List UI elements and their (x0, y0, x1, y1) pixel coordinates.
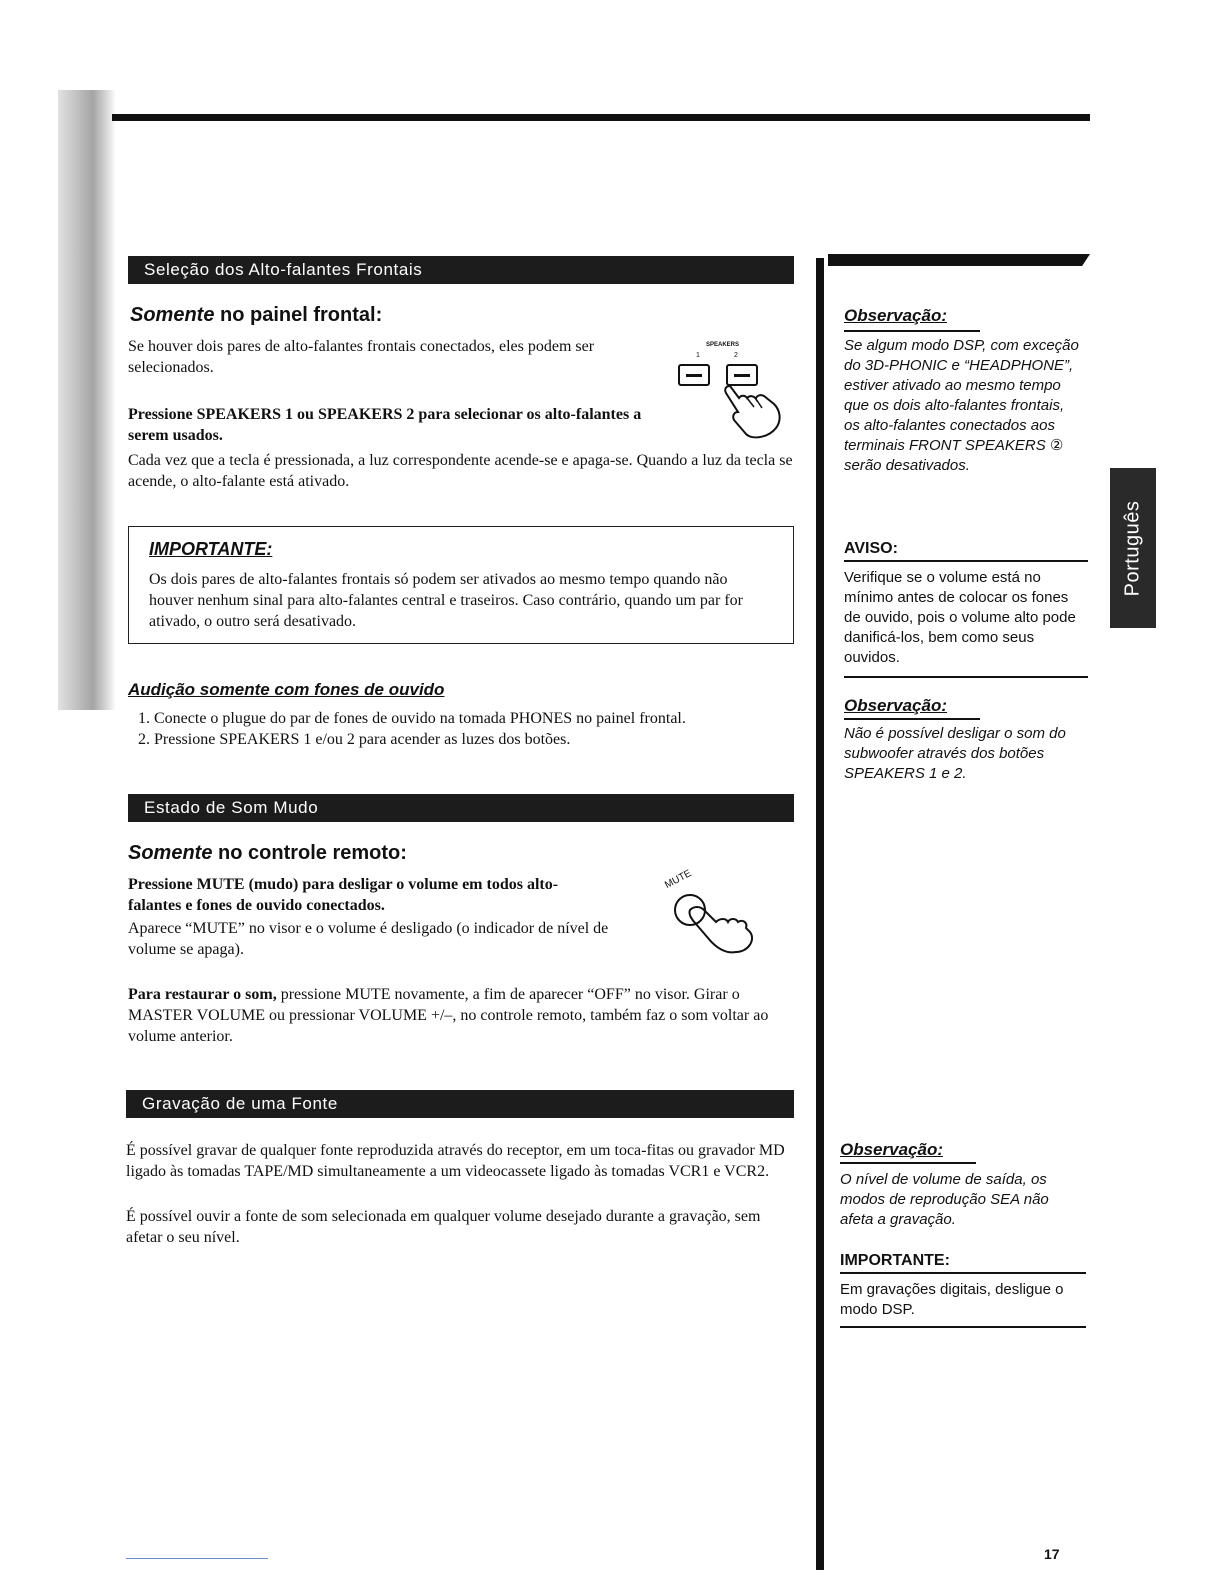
section-header-recording: Gravação de uma Fonte (126, 1090, 794, 1118)
speakers-subheading (130, 304, 382, 327)
sidebar-top-rule (828, 254, 1090, 266)
mute-restore-bold: Para restaurar o som, (128, 986, 277, 1003)
speakers-buttons-illustration (676, 342, 786, 442)
speakers-icon-num-2: 2 (734, 352, 738, 359)
sidebar-rule (840, 1272, 1086, 1274)
speakers-icon-num-1: 1 (696, 352, 700, 359)
footer-line (126, 1558, 268, 1559)
sidebar-aviso-title: AVISO: (844, 540, 898, 557)
sidebar-rule (844, 330, 980, 332)
recording-paragraph-2: É possível ouvir a fonte de som selecionada em qualquer volume desejado durante a gravação, sem afetar o seu nível. (126, 1208, 761, 1246)
headphones-steps (128, 708, 814, 750)
sidebar-observation-1-text: Se algum modo DSP, com exceção do 3D-PHONIC e “HEADPHONE”, estiver ativado ao mesmo tempo que os dois alto-falantes frontais, os alto-falantes conectados aos terminais FRONT SPEAKERS ② serão desativados. (844, 337, 1079, 474)
pointing-hand-icon (716, 382, 786, 440)
scan-edge-shadow (58, 90, 116, 710)
sidebar-rule (844, 676, 1088, 678)
sidebar-important-title: IMPORTANTE: (840, 1252, 950, 1269)
mute-hand-icon (660, 884, 770, 956)
mute-restore (128, 984, 793, 1047)
section-header-mute: Estado de Som Mudo (128, 794, 794, 822)
page-number: 17 (1044, 1546, 1060, 1562)
top-rule (112, 114, 1090, 121)
speakers-intro: Se houver dois pares de alto-falantes frontais conectados, eles podem ser selecionados. (128, 338, 595, 376)
headphones-title: Audição somente com fones de ouvido (128, 680, 445, 699)
sidebar-aviso-text: Verifique se o volume está no mínimo antes de colocar os fones de ouvido, pois o volume alto pode danificá-los, bem como seus ouvidos. (844, 569, 1076, 666)
column-divider (816, 258, 824, 1570)
sidebar-rule (840, 1326, 1086, 1328)
sidebar-rule (844, 718, 980, 720)
sidebar-rule (844, 560, 1088, 562)
mute-subheading (128, 842, 407, 865)
sidebar-observation-3-title: Observação: (840, 1140, 943, 1159)
language-tab (1110, 468, 1156, 628)
sidebar-observation-2-text: Não é possível desligar o som do subwoofer através dos botões SPEAKERS 1 e 2. (844, 725, 1066, 782)
sidebar-important-text: Em gravações digitais, desligue o modo DSP. (840, 1281, 1064, 1318)
important-box-text: Os dois pares de alto-falantes frontais só podem ser ativados ao mesmo tempo quando não houver nenhum sinal para alto-falantes central e traseiros. Caso contrário, quando um par for ativado, o outro será desativado. (149, 571, 744, 630)
important-box (128, 526, 794, 644)
speakers-subheading-em: Somente (130, 304, 215, 326)
section-header-speakers: Seleção dos Alto-falantes Frontais (128, 256, 794, 284)
speaker1-button-icon (678, 364, 710, 386)
speakers-subheading-rest: no painel frontal: (214, 304, 383, 326)
sidebar-observation-3-text: O nível de volume de saída, os modos de reprodução SEA não afeta a gravação. (840, 1171, 1049, 1228)
sidebar-rule (840, 1162, 976, 1164)
sidebar-observation-1-title: Observação: (844, 306, 947, 325)
headphones-step: 1. Conecte o plugue do par de fones de ouvido na tomada PHONES no painel frontal. (154, 708, 814, 729)
mute-icon-label: MUTE (663, 867, 694, 892)
mute-button-illustration (660, 868, 770, 958)
mute-restore-rest: pressione MUTE novamente, a fim de aparecer “OFF” no visor. Girar o MASTER VOLUME ou pressionar VOLUME +/–, no controle remoto, também faz o som voltar ao volume anterior. (128, 986, 769, 1045)
mute-subheading-rest: no controle remoto: (212, 842, 407, 864)
sidebar-observation-2-title: Observação: (844, 696, 947, 715)
language-tab-label: Português (1121, 500, 1144, 596)
speakers-instruction: Pressione SPEAKERS 1 ou SPEAKERS 2 para selecionar os alto-falantes a serem usados. (128, 406, 642, 444)
speakers-icon-label: SPEAKERS (706, 342, 740, 348)
mute-detail: Aparece “MUTE” no visor e o volume é desligado (o indicador de nível de volume se apaga). (128, 920, 609, 958)
important-box-title: IMPORTANTE: (149, 539, 273, 559)
mute-instruction: Pressione MUTE (mudo) para desligar o volume em todos alto-falantes e fones de ouvido conectados. (128, 876, 559, 914)
recording-paragraph-1: É possível gravar de qualquer fonte reproduzida através do receptor, em um toca-fitas ou gravador MD ligado às tomadas TAPE/MD simultaneamente a um videocassete ligado às tomadas VCR1 e VCR2. (126, 1142, 785, 1180)
mute-subheading-em: Somente (128, 842, 213, 864)
speakers-detail: Cada vez que a tecla é pressionada, a luz correspondente acende-se e apaga-se. Quando a luz da tecla se acende, o alto-falante está ativado. (128, 452, 793, 490)
headphones-step: 2. Pressione SPEAKERS 1 e/ou 2 para acender as luzes dos botões. (154, 729, 814, 750)
